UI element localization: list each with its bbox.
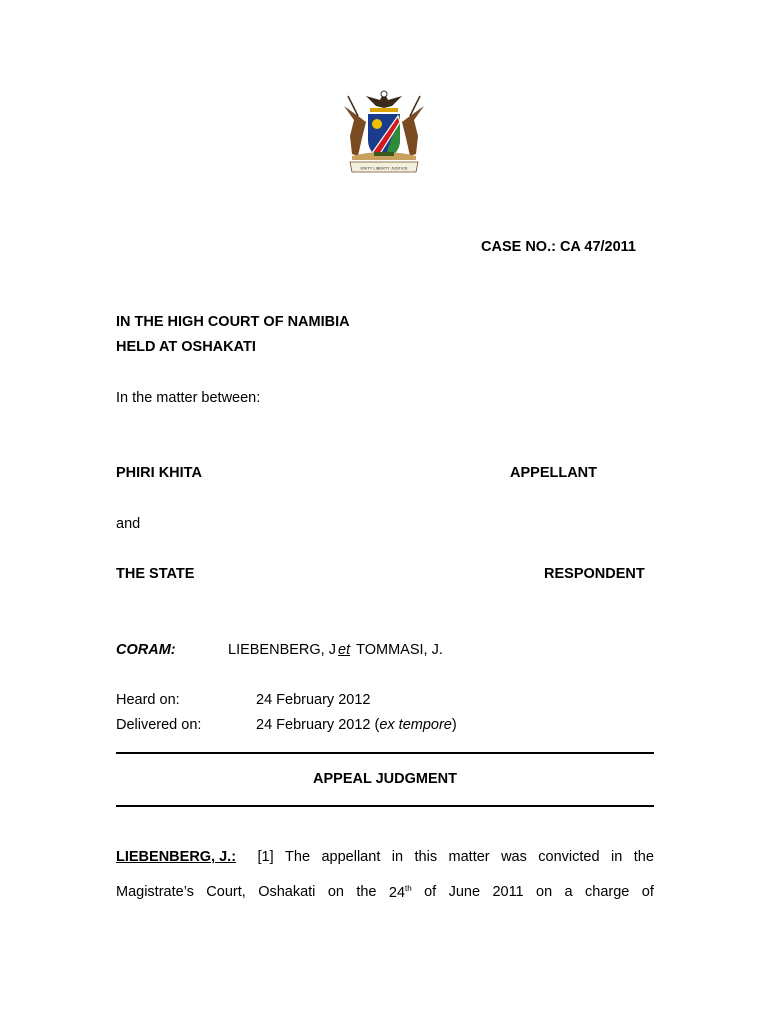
line2-word: of [424,884,437,900]
namibia-coat-of-arms-icon [336,86,432,178]
matter-between: In the matter between: [116,390,261,406]
appellant-role: APPELLANT [510,465,597,481]
day-number: 24 [388,885,406,901]
and-text: and [116,516,141,532]
line2-word: Magistrate’s [116,884,194,900]
date-day [389,884,412,901]
line1-word: The [285,849,311,865]
heard-value: 24 February 2012 [256,692,371,708]
line1-word: in [391,849,404,865]
coram-judges [228,642,443,658]
delivered-label: Delivered on: [116,717,202,733]
eagle-head [381,91,387,97]
line1-word: convicted [538,849,600,865]
heard-label: Heard on: [116,692,180,708]
judgment-heading: APPEAL JUDGMENT [313,771,457,787]
delivered-close-paren: ) [451,717,457,733]
court-line-1: IN THE HIGH COURT OF NAMIBIA [116,314,350,330]
line2-word: Court, [206,884,246,900]
line1-word: appellant [321,849,381,865]
right-oryx [402,106,424,156]
respondent-name: THE STATE [116,566,195,582]
respondent-role: RESPONDENT [544,566,645,582]
appellant-name: PHIRI KHITA [116,465,202,481]
line2-word: on [327,884,344,900]
divider-bottom [116,805,654,807]
paragraph-line-1 [116,849,654,865]
line1-word: the [633,849,654,865]
day-suffix: th [405,884,412,893]
court-line-2: HELD AT OSHAKATI [116,339,256,355]
delivered-date: 24 February 2012 ( [256,717,380,733]
coram-et: et [338,642,351,658]
divider-top [116,752,654,754]
paragraph-number: [1] [257,849,274,865]
line2-word: the [356,884,377,900]
line1-word: was [501,849,527,865]
line1-word: in [611,849,623,865]
line2-word: a [564,884,573,900]
line1-word: matter [448,849,490,865]
left-oryx [344,106,366,156]
sun [372,119,382,129]
judge-name: LIEBENBERG, J.: [116,849,237,865]
coram-judge-1: LIEBENBERG, J [228,642,336,658]
line1-word: this [414,849,438,865]
coram-label: CORAM: [116,642,176,658]
motto-text: UNITY LIBERTY JUSTICE [360,165,408,171]
headband [370,108,398,112]
line2-word: 2011 [492,884,524,900]
line2-word: Oshakati [258,884,316,900]
case-number: CASE NO.: CA 47/2011 [481,239,636,255]
line2-word: June [448,884,481,900]
paragraph-line-2 [116,884,654,901]
line2-word: of [641,884,654,900]
line2-word: charge [585,884,630,900]
delivered-ex-tempore: ex tempore [379,717,452,733]
delivered-value [256,717,457,733]
coram-judge-2: TOMMASI, J. [356,642,443,658]
line2-word: on [536,884,553,900]
